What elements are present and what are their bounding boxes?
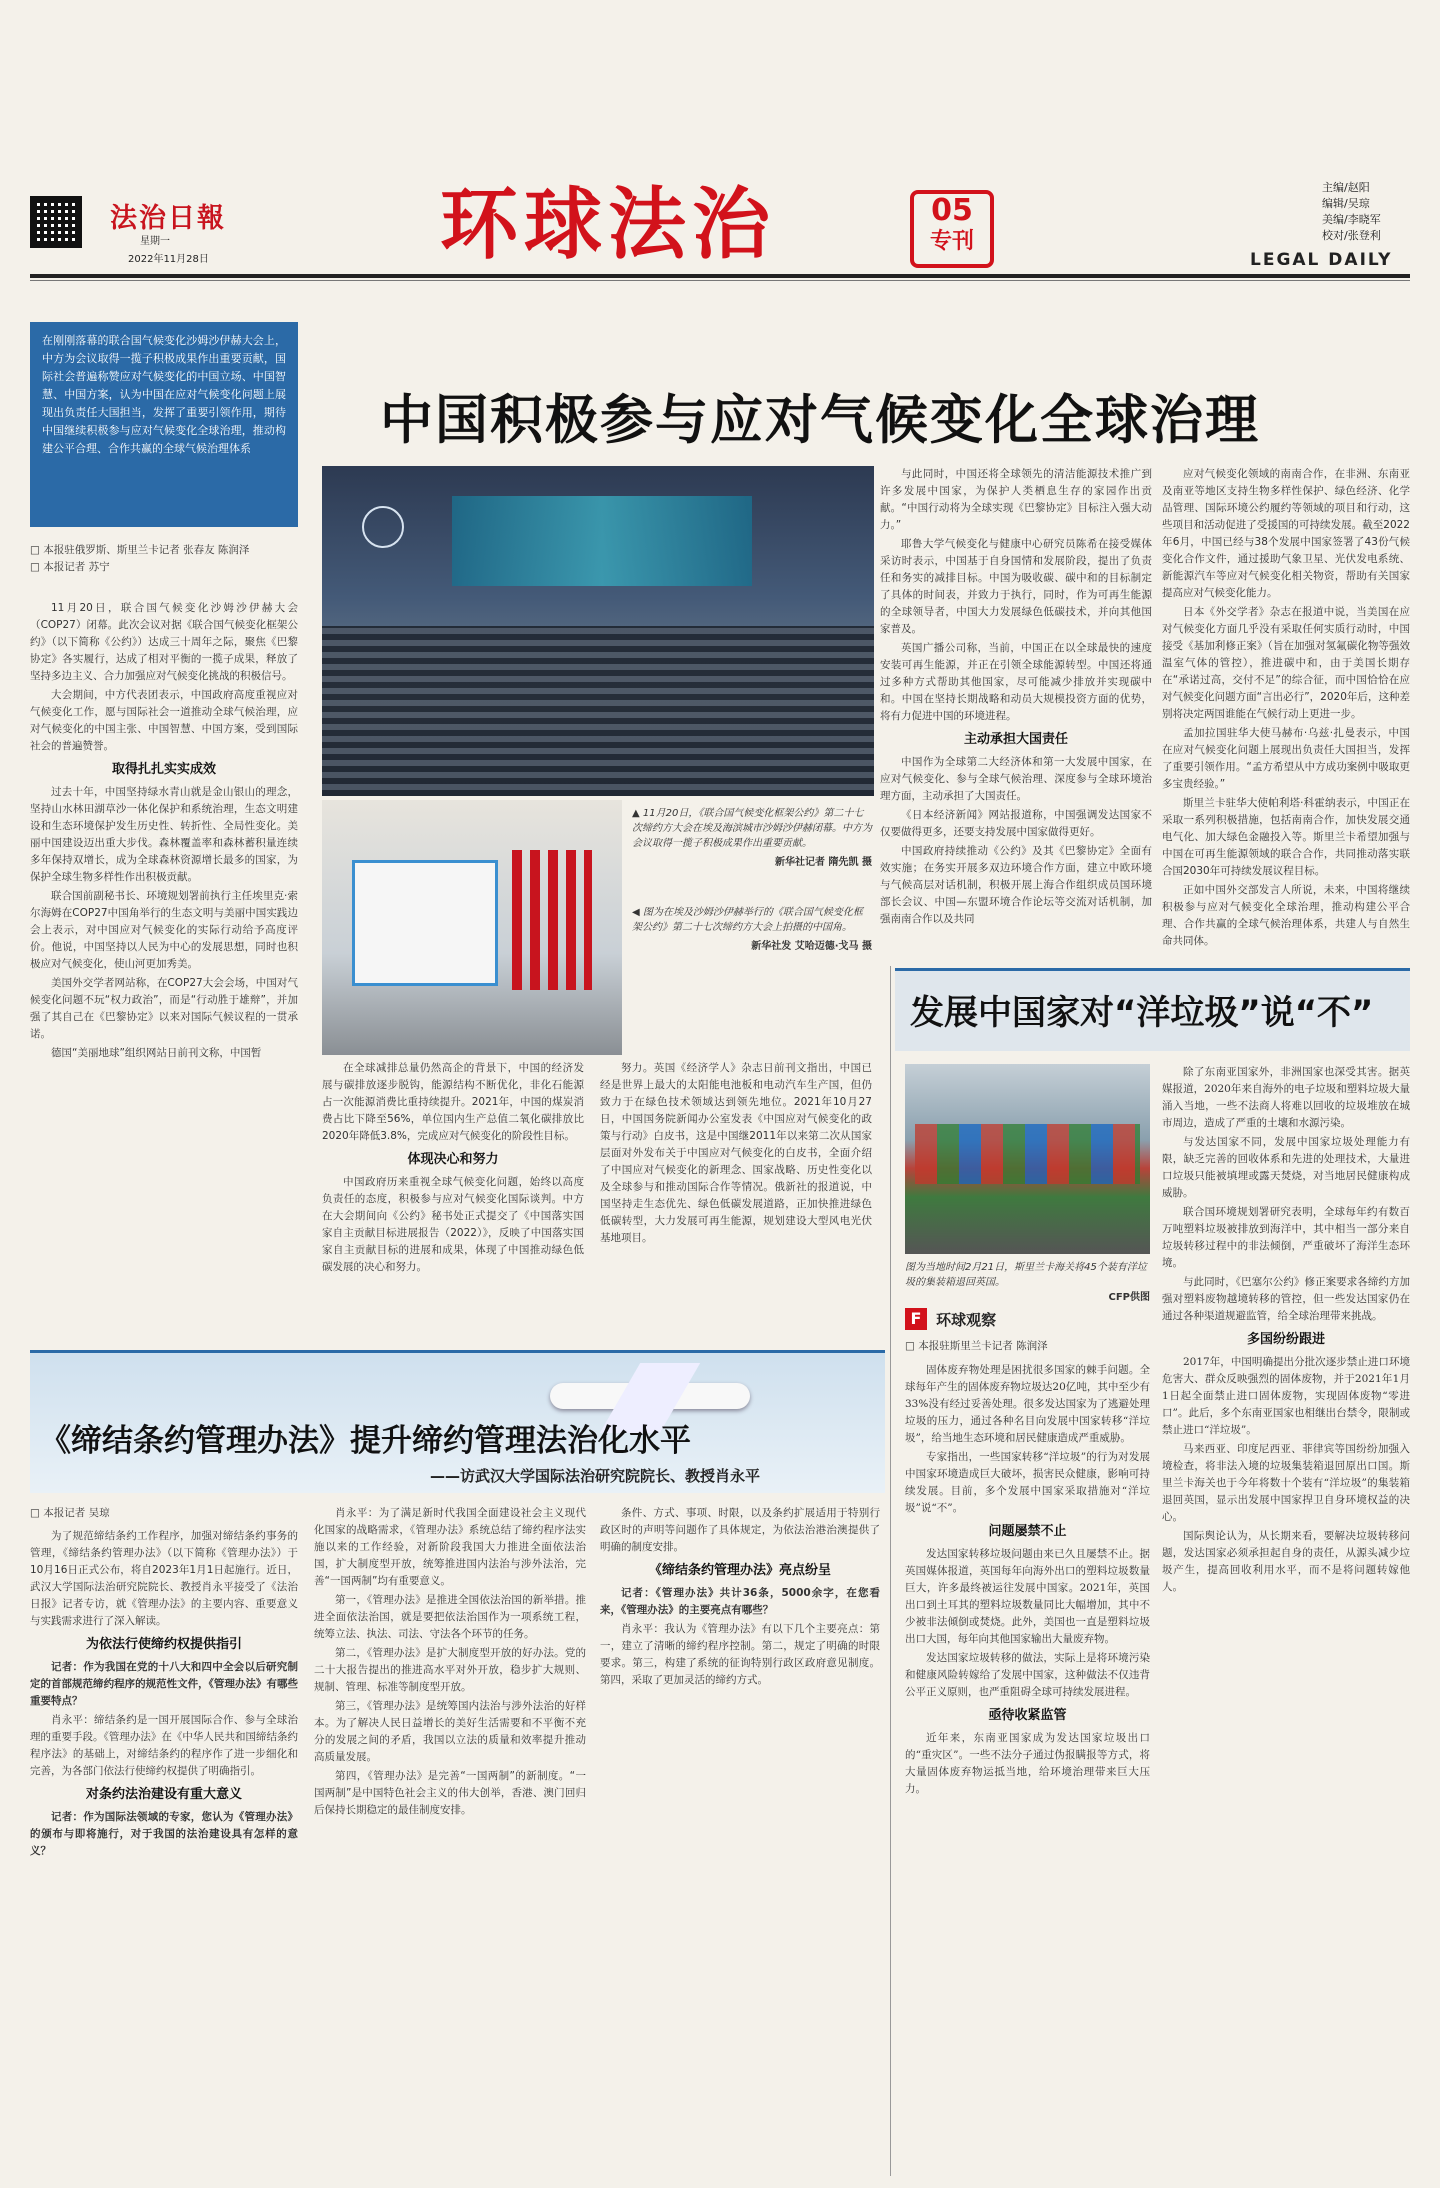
byline-line: □ 本报记者 苏宁 [30,561,110,573]
paragraph: 过去十年，中国坚持绿水青山就是金山银山的理念，坚持山水林田湖草沙一体化保护和系统治理，生态文明建设和生态环境保护发生历史性、转折性、全局性变化。美丽中国建设迈出重大步伐。森林覆盖率和森林蓄积量连续多年保持双增长，成为全球森林资源增长最多的国家，为保护全球生物多样性作出积极贡献。 [30,786,298,883]
treaty-byline: □ 本报记者 吴琼 [30,1507,110,1519]
photo-caption-b [632,905,872,954]
paragraph: 应对气候变化领域的南南合作，在非洲、东南亚及南亚等地区支持生物多样性保护、绿色经济、化学品管理、国际环境公约履约等领域的项目和行动，这些项目和活动促进了受援国的可持续发展。截至2022年6月，中国已经与38个发展中国家签署了43份气候变化合作文件，通过援助气象卫星、光伏发电系统、新能源汽车等应对气候变化相关物资，帮助有关国家提高应对气候变化能力。 [1162,468,1410,599]
trash-byline: □ 本报驻斯里兰卡记者 陈润泽 [905,1340,1048,1352]
paragraph: 英国广播公司称，当前，中国正在以全球最快的速度安装可再生能源，并正在引领全球能源转型。中国还将通过多种方式帮助其他国家，尽可能减少排放并实现碳中和。中国在坚持长期战略和动员大规模投资方面的优势，将有力促进中国的环境进程。 [880,642,1152,722]
flags [512,850,592,990]
credit-line: 美编/李晓军 [1322,213,1381,226]
subhead: 体现决心和努力 [407,1152,499,1167]
paragraph: 正如中国外交部发言人所说，未来，中国将继续积极参与应对气候变化全球治理，推动构建公平合理、合作共赢的全球气候治理体系，共建人与自然生命共同体。 [1162,884,1410,947]
lead-col-3 [600,1060,872,1340]
lead-intro: 在刚刚落幕的联合国气候变化沙姆沙伊赫大会上，中方为会议取得一揽子积极成果作出重要贡献，国际社会普遍称赞应对气候变化的中国立场、中国智慧、中国方案，认为中国在应对气候变化问题上展现出负责任大国担当，发挥了重要引领作用，期待中国继续积极参与应对气候变化全球治理，推动构建公平合理、合作共赢的全球气候治理体系 [42,334,286,455]
paragraph: 美国外交学者网站称，在COP27大会会场，中国对气候变化问题不玩“权力政治”，而是“行动胜于雄辩”，并加强了其自己在《巴黎协定》以来对国际气候议程的一贯承诺。 [30,977,298,1040]
top-rule [30,274,1410,278]
paragraph: 固体废弃物处理是困扰很多国家的棘手问题。全球每年产生的固体废弃物垃圾达20亿吨，其中至少有33%没有经过妥善处理。很多发达国家为了逃避处理垃圾的压力，通过各种名目向发展中国家转移“洋垃圾”，给当地生态环境和居民健康造成严重威胁。 [905,1364,1150,1444]
paragraph: 中国作为全球第二大经济体和第一大发展中国家，在应对气候变化、参与全球气候治理、深度参与全球环境治理方面，主动承担了大国责任。 [880,756,1152,802]
trash-col-2 [1162,1064,1410,2172]
lead-col-5 [1162,466,1410,956]
paragraph: 发达国家垃圾转移的做法，实际上是将环境污染和健康风险转嫁给了发展中国家，这种做法不仅违背公平正义原则，也严重阻碍全球可持续发展进程。 [905,1652,1150,1698]
credits [1322,180,1381,244]
paragraph: 近年来，东南亚国家成为发达国家垃圾出口的“重灾区”。一些不法分子通过伪报瞒报等方式，将大量固体废弃物运抵当地，给环境治理带来巨大压力。 [905,1732,1150,1795]
paragraph: 大会期间，中方代表团表示，中国政府高度重视应对气候变化工作，愿与国际社会一道推动全球气候治理，应对气候变化的中国主张、中国智慧、中国方案，受到国际社会的普遍赞誉。 [30,689,298,752]
paragraph: 《日本经济新闻》网站报道称，中国强调发达国家不仅要做得更多，还要支持发展中国家做得更好。 [880,809,1152,838]
byline-line: □ 本报驻俄罗斯、斯里兰卡记者 张春友 陈润泽 [30,544,250,556]
paragraph: 在全球减排总量仍然高企的背景下，中国的经济发展与碳排放逐步脱钩，能源结构不断优化，非化石能源占一次能源消费比重持续提升。2021年，中国的煤炭消费占比下降至56%，单位国内生产总值二氧化碳排放比2020年降低3.8%，完成应对气候变化的阶段性目标。 [322,1062,584,1142]
paragraph: 记者：《管理办法》共计36条，5000余字，在您看来，《管理办法》的主要亮点有哪些？ [600,1587,880,1616]
paragraph: 孟加拉国驻华大使马赫布·乌兹·扎曼表示，中国在应对气候变化问题上展现出负责任大国担当，发挥了重要引领作用。“孟方希望从中方成功案例中吸取更多宝贵经验。” [1162,727,1410,790]
subhead: 亟待收紧监管 [988,1708,1067,1723]
masthead [0,0,1440,275]
paragraph: 中国政府历来重视全球气候变化问题，始终以高度负责任的态度，积极参与应对气候变化国际谈判。中方在大会期间向《公约》秘书处正式提交了《中国落实国家自主贡献目标进展报告（2022）》，反映了中国落实国家自主贡献目标的进展和成果，体现了中国推动绿色低碳发展的决心和努力。 [322,1176,584,1273]
photo-caption-a [632,806,872,870]
trash-headline: 发展中国家对“洋垃圾”说“不” [910,993,1374,1033]
un-logo-icon [362,506,404,548]
trash-photo-caption [905,1260,1150,1305]
paragraph: 为了规范缔结条约工作程序，加强对缔结条约事务的管理，《缔结条约管理办法》（以下简称《管理办法》）于10月16日正式公布，将自2023年1月1日起施行。近日，武汉大学国际法治研究院院长、教授肖永平接受了《法治日报》记者专访，就《管理办法》的主要内容、重要意义与实践需求进行了深入解读。 [30,1530,298,1627]
paragraph: 联合国环境规划署研究表明，全球每年约有数百万吨塑料垃圾被排放到海洋中，其中相当一部分来自垃圾转移过程中的非法倾倒，严重破坏了海洋生态环境。 [1162,1206,1410,1269]
credit-line: 校对/张登利 [1322,229,1381,242]
paragraph: 除了东南亚国家外，非洲国家也深受其害。据英媒报道，2020年来自海外的电子垃圾和塑料垃圾大量涌入当地，一些不法商人将难以回收的垃圾堆放在城市周边，造成了严重的土壤和水源污染。 [1162,1066,1410,1129]
paragraph: 德国“美丽地球”组织网站日前刊文称，中国暂 [51,1047,262,1059]
audience-rows [322,626,874,796]
paragraph: 与发达国家不同，发展中国家垃圾处理能力有限，缺乏完善的回收体系和先进的处理技术，大量进口垃圾只能被填埋或露天焚烧，对当地居民健康构成威胁。 [1162,1136,1410,1199]
subhead: 问题屡禁不止 [988,1524,1067,1539]
paragraph: 联合国前副秘书长、环境规划署前执行主任埃里克·索尔海姆在COP27中国角举行的生态文明与美丽中国实践边会上表示，对中国应对气候变化的实际行动给予高度评价。他说，中国坚持以人民为中心的发展思想，同时也积极应对气候变化，使山河更加秀美。 [30,890,298,970]
treaty-headline: 《缔结条约管理办法》提升缔约管理法治化水平 [40,1423,691,1459]
lead-byline [30,542,298,582]
weekday: 星期一 [140,236,170,247]
treaty-col-2 [314,1505,586,2173]
treaty-col-1 [30,1528,298,2173]
lead-col-4 [880,466,1152,956]
page-badge [910,190,994,268]
paragraph: 与此同时，《巴塞尔公约》修正案要求各缔约方加强对塑料废物越境转移的管控，但一些发达国家仍在通过各种渠道规避监管，给全球治理带来挑战。 [1162,1276,1410,1322]
paragraph: 第二，《管理办法》是扩大制度型开放的好办法。党的二十大报告提出的推进高水平对外开放，稳步扩大规则、规制、管理、标准等制度型开放。 [314,1647,586,1693]
treaty-col-3 [600,1505,880,2173]
paragraph: 记者：作为国际法领域的专家，您认为《管理办法》的颁布与即将施行，对于我国的法治建设具有怎样的意义？ [30,1811,298,1857]
caption-text: 图为当地时间2月21日，斯里兰卡海关将45个装有洋垃圾的集装箱退回英国。 [905,1262,1147,1288]
paragraph: 肖永平：缔结条约是一国开展国际合作、参与全球治理的重要手段。《管理办法》在《中华人民共和国缔结条约程序法》的基础上，对缔结条约的程序作了进一步细化和完善，为各部门依法行使缔约权提供了明确指引。 [30,1714,298,1777]
subhead: 多国纷纷跟进 [1246,1332,1325,1347]
paragraph: 斯里兰卡驻华大使帕利塔·科霍纳表示，中国正在采取一系列积极措施，包括南南合作，加快发展交通电气化、加大绿色金融投入等。斯里兰卡希望加强与中国在可再生能源领域的联合合作，共同推动落实联合国2030年可持续发展议程目标。 [1162,797,1410,877]
brand-en: LEGAL DAILY [1250,250,1393,270]
paragraph: 日本《外交学者》杂志在报道中说，当美国在应对气候变化方面几乎没有采取任何实质行动时，中国接受《基加利修正案》（旨在加强对氢氟碳化物等强效温室气体的管控），推进碳中和，由于美国长期存在“承诺过高，交付不足”的综合征，而中国恰恰在应对气候变化问题方面“言出必行”，2020年后，这种差别将决定两国谁能在气候行动上更进一步。 [1162,606,1410,720]
paragraph: 专家指出，一些国家转移“洋垃圾”的行为对发展中国家环境造成巨大破坏，损害民众健康，影响可持续发展。目前，多个发展中国家采取措施对“洋垃圾”说“不”。 [905,1451,1150,1514]
page-number: 05 [931,193,973,228]
paragraph: 马来西亚、印度尼西亚、菲律宾等国纷纷加强入境检查，将非法入境的垃圾集装箱退回原出口国。斯里兰卡海关也于今年将数十个装有“洋垃圾”的集装箱退回英国，显示出发展中国家捍卫自身环境权益的决心。 [1162,1443,1410,1523]
subhead: 《缔结条约管理办法》亮点纷呈 [648,1563,831,1578]
qr-code-icon [30,196,82,248]
photo-credit: CFP供图 [1108,1292,1150,1303]
subhead: 为依法行使缔约权提供指引 [85,1637,242,1652]
column-tag-icon: F [905,1308,927,1330]
paragraph: 发达国家转移垃圾问题由来已久且屡禁不止。据英国媒体报道，英国每年向海外出口的塑料垃圾数量巨大，许多最终被运往发展中国家。2021年，英国出口到土耳其的塑料垃圾数量同比大幅增加，其中不少被非法倾倒或焚烧。此外，美国也一直是塑料垃圾出口大国，每年向其他国家输出大量废弃物。 [905,1548,1150,1645]
paragraph: 第四，《管理办法》是完善“一国两制”的新制度。“一国两制”是中国特色社会主义的伟大创举，香港、澳门回归后保持长期稳定的最佳制度安排。 [314,1770,586,1816]
paragraph: 肖永平：我认为《管理办法》有以下几个主要亮点：第一，建立了清晰的缔约程序控制。第二，规定了明确的时限要求。第三，构建了系统的征询特别行政区政府意见制度。第四，采取了更加灵活的缔约方式。 [600,1623,880,1686]
lead-headline: 中国积极参与应对气候变化全球治理 [380,390,1260,451]
paragraph: 11月20日，联合国气候变化沙姆沙伊赫大会（COP27）闭幕。此次会议对据《联合国气候变化框架公约》（以下简称《公约》）达成三十周年之际，聚焦《巴黎协定》各实履行，达成了相对平衡的一揽子成果，释放了坚持多边主义、合力加强应对气候变化挑战的积极信号。 [30,602,298,682]
photo-credit: 新华社发 艾哈迈德·戈马 摄 [751,941,872,952]
paragraph: 国际舆论认为，从长期来看，要解决垃圾转移问题，发达国家必须承担起自身的责任，从源头减少垃圾产生，提高回收利用水平，而不是将问题转嫁他人。 [1162,1530,1410,1593]
subhead: 主动承担大国责任 [963,732,1068,747]
trash-col-1 [905,1362,1150,2172]
top-rule-thin [30,280,1410,281]
lead-intro-box [30,322,298,527]
credit-line: 编辑/吴琼 [1322,197,1370,210]
china-pavilion-photo [322,800,622,1055]
paragraph: 中国政府持续推动《公约》及其《巴黎协定》全面有效实施；在务实开展多双边环境合作方面，建立中欧环境与气候高层对话机制，积极开展上海合作组织成员国环境部长会议、中国—东盟环境合作论坛等交流对话机制，加强南南合作以及共同 [880,845,1152,925]
section-title: 环球法治 [440,179,777,270]
paragraph: 记者：作为我国在党的十八大和四中全会以后研究制定的首部规范缔约程序的规范性文件，《管理办法》有哪些重要特点？ [30,1661,298,1707]
paper-name: 法治日報 [110,203,226,234]
stage-screen [452,496,752,586]
caption-text: ◀ 图为在埃及沙姆沙伊赫举行的《联合国气候变化框架公约》第二十七次缔约方大会上拍摄的中国角。 [632,907,863,933]
paragraph: 努力。英国《经济学人》杂志日前刊文指出，中国已经是世界上最大的太阳能电池板和电动汽车生产国，但仍致力于在绿色技术领域达到领先地位。2021年10月27日，中国国务院新闻办公室发表《中国应对气候变化的政策与行动》白皮书，这是中国继2011年以来第二次从国家层面对外发布关于中国应对气候变化的白皮书，全面介绍了中国应对气候变化的新理念、国家战略、历史性变化以及全球参与和推动国际合作等情况。俄新社的报道说，中国坚持走生态优先、绿色低碳发展道路，正加快推进绿色低碳转型，大力发展可再生能源，规划建设大型风电光伏基地项目。 [600,1062,872,1244]
paragraph: 2017年，中国明确提出分批次逐步禁止进口环境危害大、群众反映强烈的固体废物，并于2021年1月1日起全面禁止进口固体废物，实现固体废物“零进口”。此后，多个东南亚国家也相继出台禁令，限制或禁止进口“洋垃圾”。 [1162,1356,1410,1436]
paragraph: 第三，《管理办法》是统筹国内法治与涉外法治的好样本。为了解决人民日益增长的美好生活需要和不平衡不充分的发展之间的矛盾，我国以立法的质量和效率提升推动高质量发展。 [314,1700,586,1763]
issue-date: 2022年11月28日 [128,254,209,265]
paragraph: 耶鲁大学气候变化与健康中心研究员陈希在接受媒体采访时表示，中国基于自身国情和发展阶段，提出了负责任和务实的减排目标。中国为吸收碳、碳中和的目标制定了具体的时间表，并致力于执行，同时，作为可再生能源的全球领导者，中国大力发展绿色低碳技术，并向其他国家普及。 [880,538,1152,635]
column-tag [905,1308,1150,1332]
column-name: 环球观察 [936,1310,997,1329]
column-divider [890,966,891,2176]
subhead: 取得扎扎实实成效 [111,762,216,777]
containers [915,1124,1140,1184]
page-type: 专刊 [929,229,974,254]
photo-credit: 新华社记者 隋先凯 摄 [775,857,872,868]
conference-photo [322,466,874,796]
paragraph: 条件、方式、事项、时限，以及条约扩展适用于特别行政区时的声明等问题作了具体规定，为依法治港治澳提供了明确的制度安排。 [600,1507,880,1553]
lead-col-2 [322,1060,584,1340]
port-photo [905,1064,1150,1254]
subhead: 对条约法治建设有重大意义 [85,1787,242,1802]
paragraph: 肖永平：为了满足新时代我国全面建设社会主义现代化国家的战略需求，《管理办法》系统总结了缔约程序法实施以来的工作经验，对新阶段我国大力推进全面依法治国，扩大制度型开放，统筹推进国内法治与涉外法治，完善“一国两制”均有重要意义。 [314,1507,586,1587]
lead-col-1 [30,600,298,1360]
paragraph: 第一，《管理办法》是推进全国依法治国的新举措。推进全面依法治国，就是要把依法治国作为一项系统工程，统筹立法、执法、司法、守法各个环节的任务。 [314,1594,586,1640]
paragraph: 与此同时，中国还将全球领先的清洁能源技术推广到许多发展中国家，为保护人类栖息生存的家园作出贡献。“中国行动将为全球实现《巴黎协定》目标注入强大动力。” [880,468,1152,531]
credit-line: 主编/赵阳 [1322,181,1370,194]
caption-text: ▲ 11月20日，《联合国气候变化框架公约》第二十七次缔约方大会在埃及海滨城市沙姆沙伊赫闭幕。中方为会议取得一揽子积极成果作出重要贡献。 [632,808,872,849]
pavilion-sign [352,860,498,986]
treaty-subhead: ——访武汉大学国际法治研究院院长、教授肖永平 [430,1467,761,1485]
